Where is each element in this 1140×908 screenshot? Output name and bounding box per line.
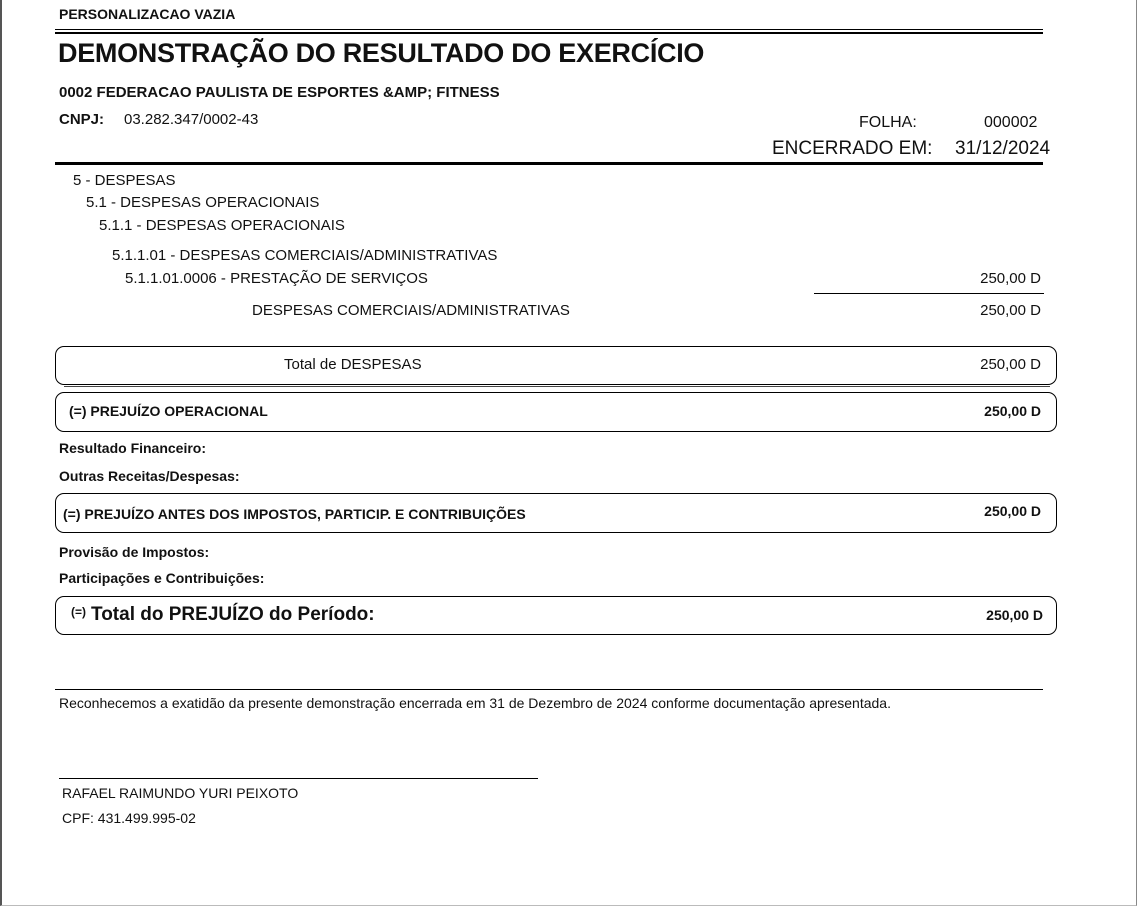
signatory-cpf: CPF: 431.499.995-02 (62, 810, 196, 826)
tax-provision-label: Provisão de Impostos: (59, 544, 210, 560)
account-row: 5.1 - DESPESAS OPERACIONAIS (86, 194, 320, 211)
account-row: 5.1.1 - DESPESAS OPERACIONAIS (99, 217, 345, 234)
customization-label: PERSONALIZACAO VAZIA (59, 6, 236, 22)
declaration-text: Reconhecemos a exatidão da presente demonstração encerrada em 31 de Dezembro de 2024 conforme documentação apresentada. (59, 695, 891, 711)
operating-loss-amount: 250,00 D (984, 403, 1041, 419)
header-rule-thick (55, 32, 1043, 34)
loss-before-taxes-label: (=) PREJUÍZO ANTES DOS IMPOSTOS, PARTICIP. E CONTRIBUIÇÕES (63, 506, 526, 522)
total-expenses-amount: 250,00 D (980, 356, 1041, 373)
subtotal-rule (814, 293, 1044, 294)
header-rule-thin (55, 29, 1043, 30)
declaration-rule (55, 689, 1043, 690)
report-title: DEMONSTRAÇÃO DO RESULTADO DO EXERCÍCIO (58, 38, 705, 68)
account-amount: 250,00 D (980, 270, 1041, 287)
account-row: 5 - DESPESAS (73, 172, 176, 189)
signature-line (59, 778, 538, 779)
loss-before-taxes-amount: 250,00 D (984, 503, 1041, 519)
period-loss-prefix: (=) (71, 605, 86, 619)
closed-label: ENCERRADO EM: (772, 138, 933, 159)
subtotal-label: DESPESAS COMERCIAIS/ADMINISTRATIVAS (252, 302, 570, 319)
operating-loss-label: (=) PREJUÍZO OPERACIONAL (69, 403, 268, 419)
account-row: 5.1.1.01.0006 - PRESTAÇÃO DE SERVIÇOS (125, 270, 428, 287)
total-expenses-box (55, 346, 1057, 385)
signatory-name: RAFAEL RAIMUNDO YURI PEIXOTO (62, 785, 299, 801)
header-bottom-rule (55, 162, 1043, 165)
cnpj-label: CNPJ: (59, 111, 105, 128)
participations-label: Participações e Contribuições: (59, 570, 265, 586)
total-expenses-label: Total de DESPESAS (284, 356, 422, 373)
company-name: 0002 FEDERACAO PAULISTA DE ESPORTES &AMP; FITNESS (59, 84, 500, 101)
subtotal-amount: 250,00 D (980, 302, 1041, 319)
account-row: 5.1.1.01 - DESPESAS COMERCIAIS/ADMINISTRATIVAS (112, 247, 498, 264)
sheet-number: 000002 (984, 114, 1038, 131)
sheet-label: FOLHA: (859, 114, 917, 131)
period-loss-amount: 250,00 D (986, 607, 1043, 623)
closed-date: 31/12/2024 (955, 138, 1051, 159)
cnpj-value: 03.282.347/0002-43 (124, 111, 259, 128)
financial-result-label: Resultado Financeiro: (59, 440, 207, 456)
other-income-label: Outras Receitas/Despesas: (59, 468, 240, 484)
period-loss-label: Total do PREJUÍZO do Período: (91, 604, 375, 625)
total-expenses-underline (64, 386, 1050, 387)
